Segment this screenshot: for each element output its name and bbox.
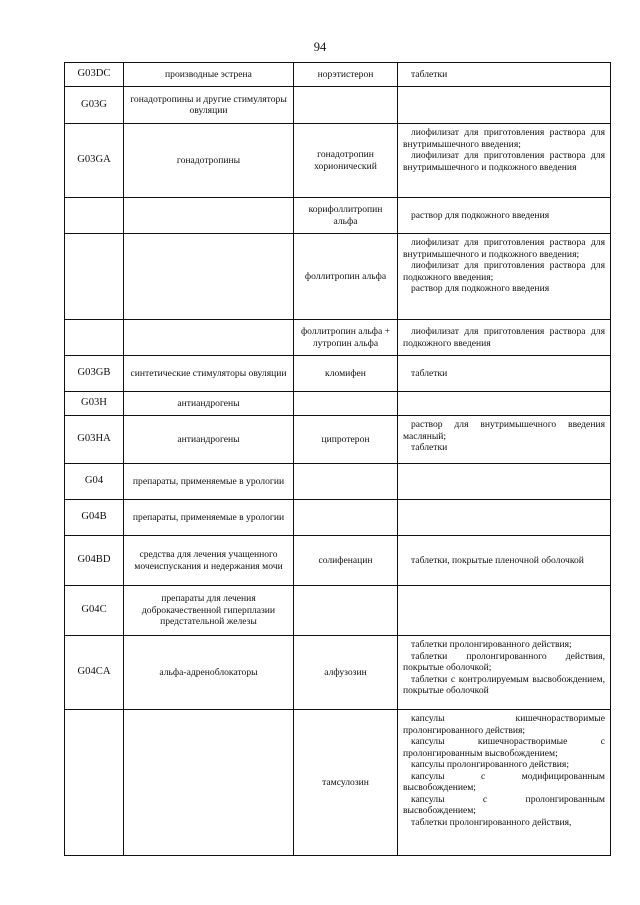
atc-code-cell: G03HA <box>65 416 124 464</box>
dosage-form-line: таблетки пролонгированного действия; <box>411 639 572 650</box>
atc-group-cell: препараты для лечения доброкачественной гиперплазии предстательной железы <box>124 586 294 636</box>
atc-group-cell: альфа-адреноблокаторы <box>124 636 294 710</box>
atc-code-cell: G04BD <box>65 536 124 586</box>
dosage-form-line: таблетки <box>411 68 448 80</box>
table-row <box>65 124 611 198</box>
dosage-form-line: лиофилизат для приготовления раствора для подкожного введения <box>403 326 605 349</box>
table-row <box>65 392 611 416</box>
atc-group-cell: антиандрогены <box>124 416 294 464</box>
dosage-form-cell <box>398 536 611 586</box>
atc-group-cell <box>124 234 294 320</box>
table-row <box>65 536 611 586</box>
dosage-form-line: капсулы кишечнорастворимые с пролонгированным высвобождением; <box>403 736 605 759</box>
drug-name-cell: фоллитропин альфа <box>294 234 398 320</box>
table-row <box>65 636 611 710</box>
dosage-form-line: лиофилизат для приготовления раствора для внутримышечного введения; <box>403 127 605 150</box>
table-row <box>65 356 611 392</box>
dosage-form-cell <box>398 416 611 464</box>
dosage-form-line: капсулы пролонгированного действия; <box>411 759 569 770</box>
dosage-form-cell <box>398 234 611 320</box>
atc-group-cell <box>124 320 294 356</box>
dosage-form-line: капсулы кишечнорастворимые пролонгированного действия; <box>403 713 605 736</box>
drug-name-cell <box>294 87 398 124</box>
dosage-form-line: таблетки <box>411 442 448 453</box>
dosage-form-line: таблетки, покрытые пленочной оболочкой <box>411 554 584 566</box>
atc-code-cell <box>65 234 124 320</box>
atc-group-cell: средства для лечения учащенного мочеиспускания и недержания мочи <box>124 536 294 586</box>
drug-name-cell: ципротерон <box>294 416 398 464</box>
dosage-form-line: лиофилизат для приготовления раствора для подкожного введения; <box>403 260 605 283</box>
dosage-form-line: таблетки пролонгированного действия, <box>411 816 572 828</box>
drug-name-cell: корифоллитропин альфа <box>294 198 398 234</box>
dosage-form-cell <box>398 710 611 856</box>
drug-name-cell: тамсулозин <box>294 710 398 856</box>
dosage-form-line: раствор для подкожного введения <box>411 209 550 221</box>
atc-code-cell: G03G <box>65 87 124 124</box>
atc-group-cell: антиандрогены <box>124 392 294 416</box>
drug-name-cell: солифенацин <box>294 536 398 586</box>
drug-name-cell <box>294 464 398 500</box>
table-row <box>65 320 611 356</box>
dosage-form-line: раствор для внутримышечного введения масляный; <box>403 419 605 442</box>
dosage-form-line: таблетки с контролируемым высвобождением, покрытые оболочкой <box>403 673 605 696</box>
drug-name-cell <box>294 392 398 416</box>
dosage-form-cell <box>398 586 611 636</box>
drug-name-cell: фоллитропин альфа + лутропин альфа <box>294 320 398 356</box>
dosage-form-line: капсулы с пролонгированным высвобождением; <box>403 793 605 816</box>
dosage-form-line: лиофилизат для приготовления раствора для внутримышечного и подкожного введения; <box>403 237 605 260</box>
atc-code-cell <box>65 198 124 234</box>
dosage-form-cell <box>398 124 611 198</box>
dosage-form-cell <box>398 198 611 234</box>
dosage-form-cell <box>398 356 611 392</box>
atc-code-cell: G04 <box>65 464 124 500</box>
dosage-form-cell <box>398 63 611 87</box>
atc-group-cell: гонадотропины <box>124 124 294 198</box>
drug-name-cell: норэтистерон <box>294 63 398 87</box>
atc-code-cell <box>65 320 124 356</box>
atc-group-cell: синтетические стимуляторы овуляции <box>124 356 294 392</box>
table-row <box>65 464 611 500</box>
atc-group-cell <box>124 710 294 856</box>
table-row <box>65 63 611 87</box>
atc-code-cell: G04CA <box>65 636 124 710</box>
atc-code-cell: G04C <box>65 586 124 636</box>
atc-group-cell: гонадотропины и другие стимуляторы овуляции <box>124 87 294 124</box>
table-row <box>65 87 611 124</box>
atc-group-cell: препараты, применяемые в урологии <box>124 500 294 536</box>
atc-code-cell: G03H <box>65 392 124 416</box>
table-row <box>65 198 611 234</box>
dosage-form-line: лиофилизат для приготовления раствора для внутримышечного и подкожного введения <box>403 150 605 173</box>
atc-group-cell: препараты, применяемые в урологии <box>124 464 294 500</box>
atc-group-cell: производные эстрена <box>124 63 294 87</box>
dosage-form-line: капсулы с модифицированным высвобождением; <box>403 770 605 793</box>
dosage-form-cell <box>398 636 611 710</box>
dosage-form-line: таблетки пролонгированного действия, покрытые оболочкой; <box>403 650 605 673</box>
atc-code-cell: G03GA <box>65 124 124 198</box>
dosage-form-line: раствор для подкожного введения <box>411 283 550 294</box>
table-row <box>65 500 611 536</box>
dosage-form-cell <box>398 392 611 416</box>
table-row <box>65 416 611 464</box>
atc-code-cell <box>65 710 124 856</box>
page-number: 94 <box>313 40 327 54</box>
drug-name-cell: алфузозин <box>294 636 398 710</box>
dosage-form-cell <box>398 87 611 124</box>
dosage-form-cell <box>398 464 611 500</box>
dosage-form-line: таблетки <box>411 367 448 379</box>
drug-table-body <box>65 63 611 856</box>
table-row <box>65 710 611 856</box>
dosage-form-cell <box>398 500 611 536</box>
table-row <box>65 234 611 320</box>
dosage-form-cell <box>398 320 611 356</box>
atc-code-cell: G03GB <box>65 356 124 392</box>
atc-group-cell <box>124 198 294 234</box>
drug-name-cell: кломифен <box>294 356 398 392</box>
atc-code-cell: G04B <box>65 500 124 536</box>
drug-table <box>64 62 611 856</box>
atc-code-cell: G03DC <box>65 63 124 87</box>
drug-name-cell <box>294 586 398 636</box>
drug-name-cell: гонадотропин хорионический <box>294 124 398 198</box>
drug-name-cell <box>294 500 398 536</box>
table-row <box>65 586 611 636</box>
